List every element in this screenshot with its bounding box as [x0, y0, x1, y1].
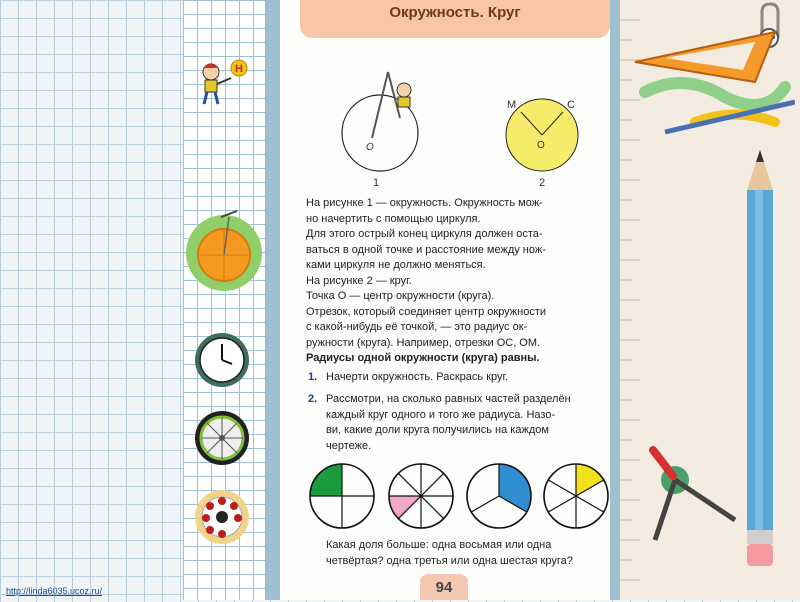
boy-with-letter-icon — [195, 58, 251, 108]
body-line: ружности (круга). Например, отрезки ОС, ОМ. — [306, 336, 541, 349]
point-label-c: С — [567, 99, 575, 111]
body-line: с какой-нибудь её точкой, — это радиус ок- — [306, 321, 528, 333]
task-line: чертеже. — [326, 439, 372, 452]
body-line: Отрезок, который соединяет центр окружности — [306, 305, 547, 318]
figure-2-circle — [495, 92, 585, 188]
triangle-ruler-icon — [625, 12, 795, 142]
body-line: но начертить с помощью циркуля. — [306, 212, 481, 225]
quarter-circle-diagram — [306, 460, 378, 532]
task-line: Начерти окружность. Раскрась круг. — [326, 371, 509, 383]
task-number: 2. — [308, 393, 318, 405]
center-label-o2: О — [537, 140, 545, 151]
body-line: Радиусы одной окружности (круга) равны. — [306, 352, 540, 364]
wall-clock-icon — [192, 330, 252, 390]
body-line: На рисунке 1 — окружность. Окружность мож- — [306, 197, 543, 209]
page-title: Окружность. Круг — [389, 4, 521, 21]
header-banner — [300, 0, 610, 38]
textbook-page — [280, 0, 610, 600]
body-line: Для этого острый конец циркуля должен оста- — [306, 228, 543, 240]
task-line: каждый круг одного и того же радиуса. Назо- — [326, 408, 556, 421]
rotary-phone-dial-icon — [192, 487, 252, 547]
source-link[interactable]: http://linda6035.ucoz.ru/ — [6, 586, 103, 596]
figure-2-number: 2 — [539, 177, 546, 188]
eighth-circle-diagram — [385, 460, 457, 532]
point-label-m: М — [507, 99, 517, 111]
sixth-circle-diagram — [540, 460, 612, 532]
center-label-o1: О — [366, 142, 374, 153]
body-line: ками циркуля не должно меняться. — [306, 259, 486, 271]
badge-letter: Н — [235, 63, 243, 75]
page-number: 94 — [420, 574, 468, 600]
compass-tool-icon — [635, 440, 745, 550]
body-line: ваться в одной точке и расстояние между нож- — [306, 243, 546, 256]
third-circle-diagram — [463, 460, 535, 532]
task-number: 1. — [308, 371, 318, 383]
task-line: Рассмотри, на сколько равных частей разделён — [326, 393, 571, 405]
figure-1-circle — [330, 58, 440, 188]
bicycle-wheel-icon — [192, 408, 252, 468]
orange-fruit-icon — [185, 205, 263, 295]
body-line: Точка О — центр окружности (круга). — [306, 290, 495, 302]
body-line: На рисунке 2 — круг. — [306, 274, 412, 287]
figure-1-number: 1 — [373, 177, 380, 188]
task-line: ви, какие доли круга получились на каждом — [326, 424, 549, 436]
question-line: четвёртая? одна третья или одна шестая круга? — [326, 554, 573, 567]
question-line: Какая доля больше: одна восьмая или одна — [326, 539, 552, 551]
